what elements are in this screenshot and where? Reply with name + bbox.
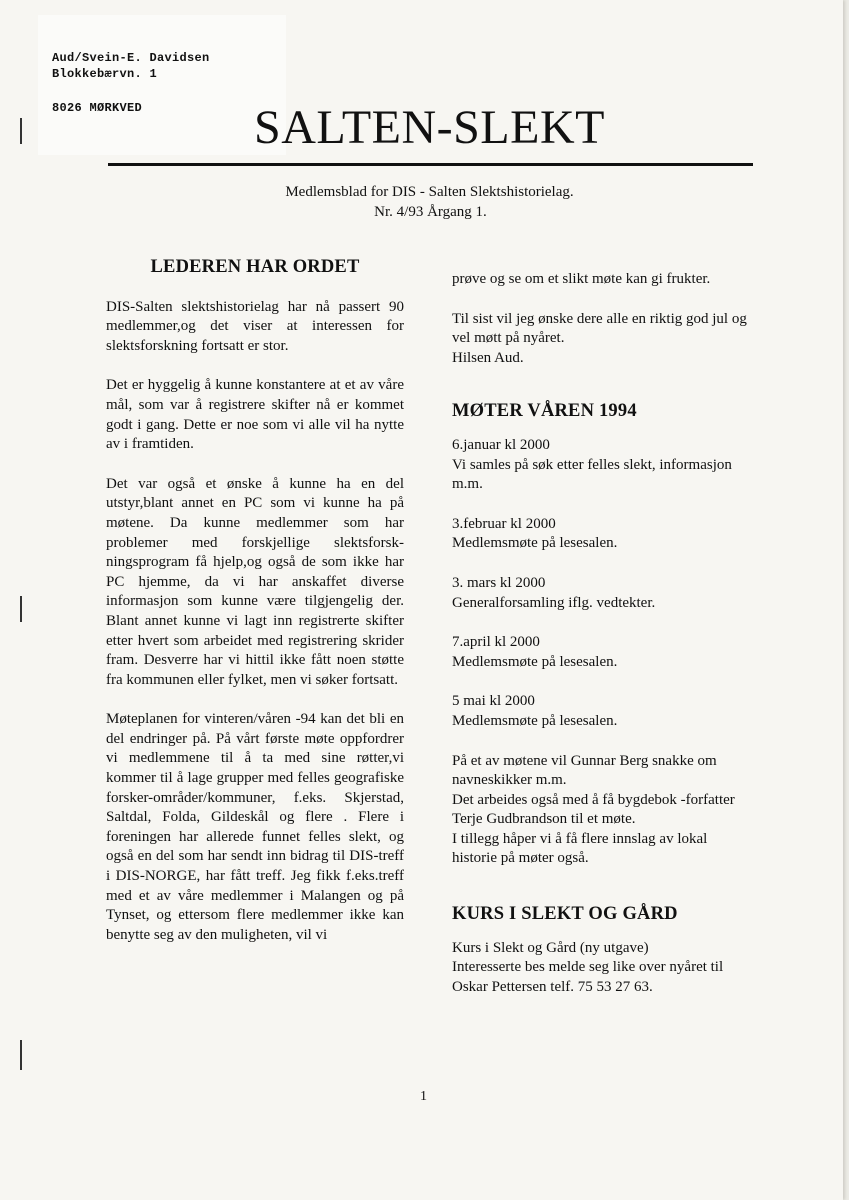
leader-continued: prøve og se om et slikt møte kan gi frukter. bbox=[452, 271, 711, 287]
leader-paragraph: Det er hyggelig å kunne konstantere at et av våre mål, som var å registrere skifter nå er kommet godt i gang. Dette er noe som vi alle vil ha nytte av i framtiden. bbox=[106, 377, 404, 453]
right-column bbox=[452, 270, 752, 997]
course-details bbox=[452, 939, 752, 998]
meeting-item bbox=[452, 633, 752, 672]
address-postal: 8026 MØRKVED bbox=[52, 101, 143, 115]
meeting-date: 5 mai kl 2000 bbox=[452, 693, 535, 710]
issue-number: Nr. 4/93 Årgang 1. bbox=[374, 204, 487, 220]
meeting-item bbox=[452, 515, 752, 554]
leader-column bbox=[106, 258, 404, 965]
meeting-date: 7.april kl 2000 bbox=[452, 634, 540, 651]
meeting-item bbox=[452, 692, 752, 731]
leader-paragraph: DIS-Salten slektshistorielag har nå passert 90 medlemmer,og det viser at interessen for slektsforskning fortsatt er stor. bbox=[106, 298, 404, 354]
meeting-date: 3.februar kl 2000 bbox=[452, 515, 556, 532]
closing-greeting: Til sist vil jeg ønske dere alle en riktig god jul og vel møtt på nyåret. bbox=[452, 310, 747, 347]
meetings-note: Det arbeides også med å få bygdebok -forfatter Terje Gudbrandson til et møte. bbox=[452, 791, 735, 828]
masthead-subtitle-block bbox=[0, 182, 849, 222]
address-street: Blokkebærvn. 1 bbox=[52, 67, 158, 81]
masthead-rule bbox=[108, 163, 753, 166]
course-signup: Interesserte bes melde seg like over nyåret til bbox=[452, 959, 724, 976]
masthead-subtitle: Medlemsblad for DIS - Salten Slektshistorielag. bbox=[285, 184, 574, 200]
meeting-date: 3. mars kl 2000 bbox=[452, 574, 546, 591]
meetings-notes bbox=[452, 752, 752, 870]
course-contact: Oskar Pettersen telf. 75 53 27 63. bbox=[452, 978, 653, 995]
meeting-item bbox=[452, 436, 752, 495]
meetings-note: I tillegg håper vi å få flere innslag av lokal historie på møter også. bbox=[452, 830, 708, 867]
punch-hole-mark bbox=[20, 596, 22, 622]
leader-closing bbox=[452, 310, 752, 369]
meeting-description: Medlemsmøte på lesesalen. bbox=[452, 653, 618, 670]
page-number: 1 bbox=[420, 1089, 427, 1104]
leader-paragraph: Det var også et ønske å kunne ha en del utstyr,blant annet en PC som vi kunne ha på møtene. Da kunne medlemmer som har problemer med forskjellige slektsforsk-ningsprogram få hjelp,og også de som ikke har PC hjemme, da vi har anskaffet diverse informasjon som kunne være tilgjengelig der. Blant annet kunne vi lagt inn registrerte skifter etter hvert som arbeidet med registrering skrider fram. Desverre har vi hittil ikke fått noen støtte fra kommunen eller fylket, men vi søker fortsatt. bbox=[106, 475, 404, 688]
address-name: Aud/Svein-E. Davidsen bbox=[52, 51, 210, 65]
meetings-note: På et av møtene vil Gunnar Berg snakke om navneskikker m.m. bbox=[452, 752, 717, 789]
course-heading: KURS I SLEKT OG GÅRD bbox=[452, 904, 678, 925]
meeting-date: 6.januar kl 2000 bbox=[452, 436, 550, 453]
closing-signature: Hilsen Aud. bbox=[452, 349, 524, 366]
meeting-description: Medlemsmøte på lesesalen. bbox=[452, 535, 618, 552]
meetings-heading: MØTER VÅREN 1994 bbox=[452, 401, 637, 422]
meeting-description: Generalforsamling iflg. vedtekter. bbox=[452, 594, 656, 611]
masthead-title: SALTEN-SLEKT bbox=[254, 101, 605, 154]
meeting-item bbox=[452, 574, 752, 613]
punch-hole-mark bbox=[20, 1040, 22, 1070]
leader-heading: LEDEREN HAR ORDET bbox=[150, 257, 360, 277]
meeting-description: Medlemsmøte på lesesalen. bbox=[452, 712, 618, 729]
course-title: Kurs i Slekt og Gård (ny utgave) bbox=[452, 939, 649, 956]
leader-paragraph: Møteplanen for vinteren/våren -94 kan det bli en del endringer på. På vårt første møte oppfordrer vi medlemmene til å ta med sine røtter,vi kommer til å lage grupper med felles geografiske forsker-områder/kommuner, f.eks. Skjerstad, Saltdal, Folda, Gildeskål og flere . Flere i foreningen har allerede funnet felles slekt, og også en del som har sendt inn bidrag til DIS-treff i DIS-NORGE, har fått treff. Jeg fikk f.eks.treff med et av våre medlemmer i Malangen og på Tynset, og ettersom flere medlemmer ikke kan benytte seg av den muligheten, vil vi bbox=[106, 711, 404, 943]
meeting-description: Vi samles på søk etter felles slekt, informasjon m.m. bbox=[452, 456, 732, 493]
